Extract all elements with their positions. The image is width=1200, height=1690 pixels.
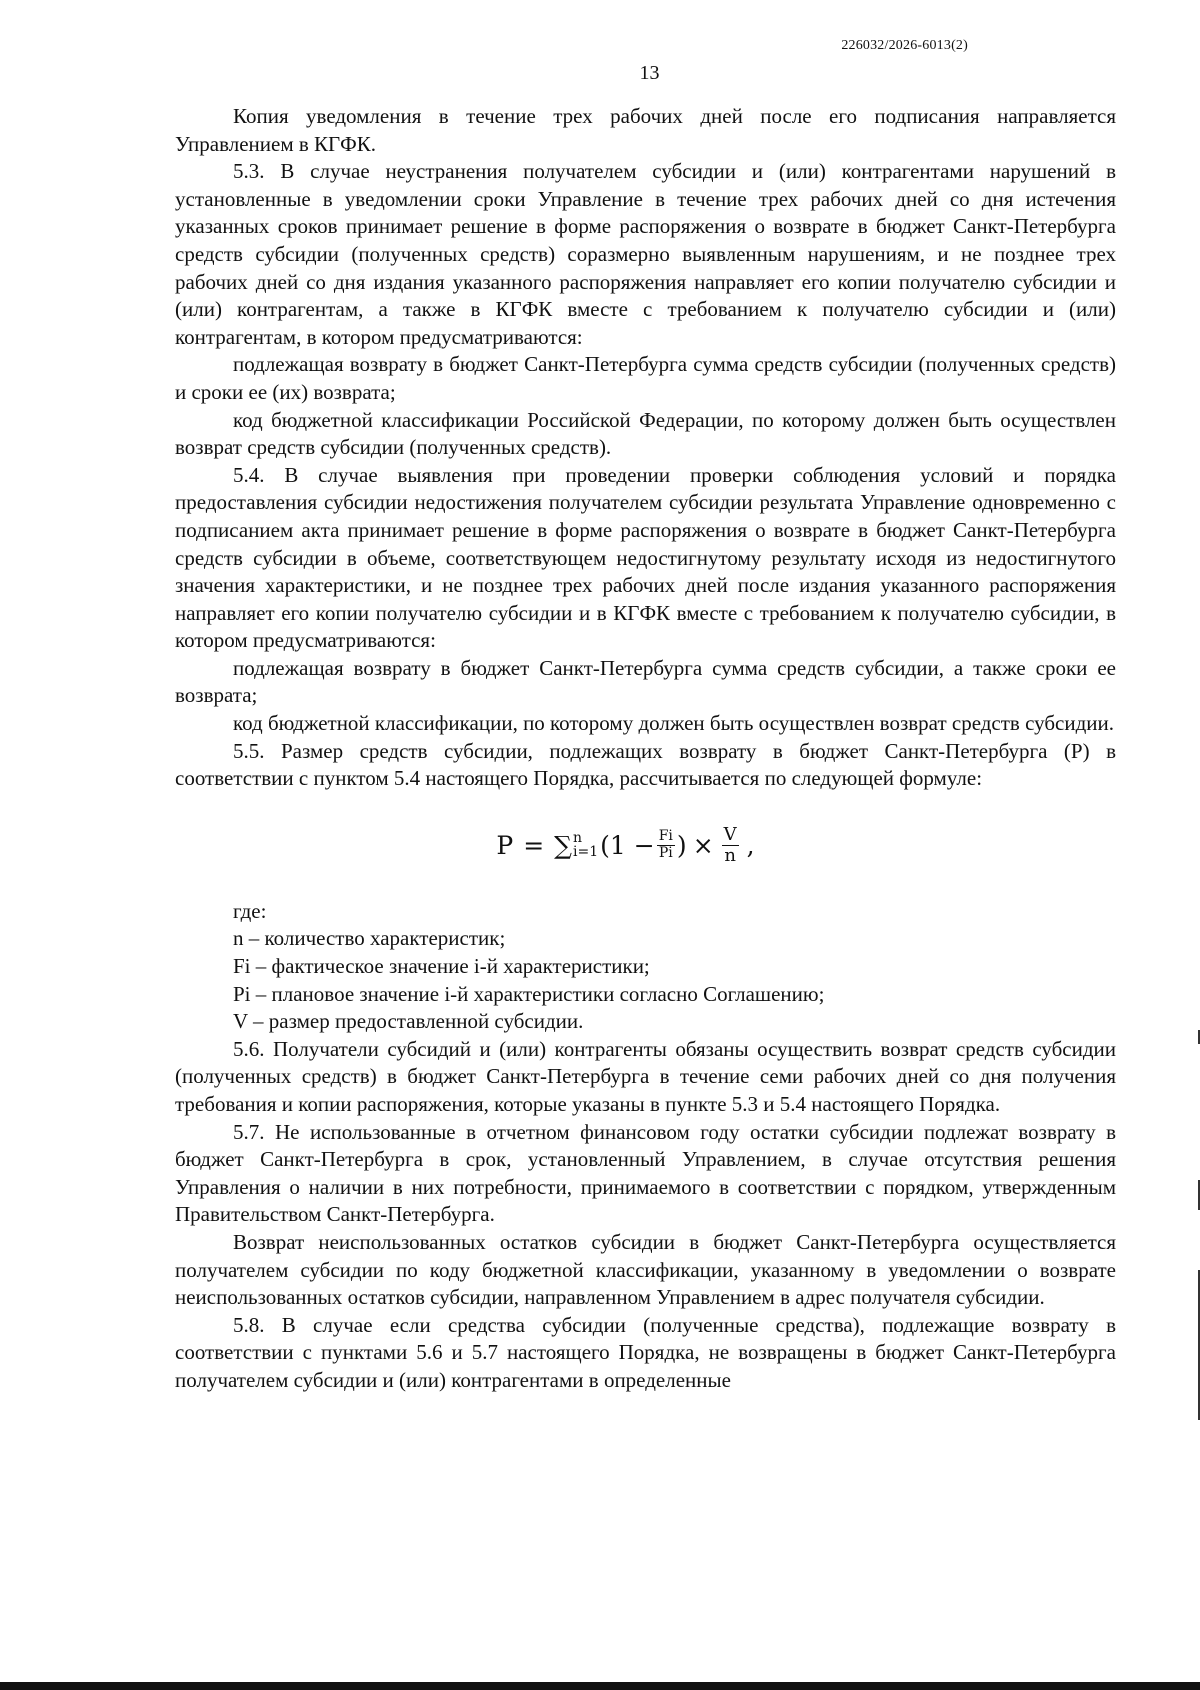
definition-intro: где: bbox=[233, 898, 267, 923]
formula-times: × bbox=[692, 830, 714, 860]
paragraph-notice-copy: Копия уведомления в течение трех рабочих дней после его подписания направляется Управлением в КГФК. bbox=[175, 104, 1116, 156]
scan-bottom-border bbox=[0, 1682, 1200, 1690]
refund-formula bbox=[175, 793, 1116, 898]
paragraph-5-3-amount: подлежащая возврату в бюджет Санкт-Петербурга сумма средств субсидии (полученных средств) и сроки ее (их) возврата; bbox=[175, 352, 1116, 404]
paragraph-5-3: 5.3. В случае неустранения получателем субсидии и (или) контрагентами нарушений в установленные в уведомлении сроки Управление в течение трех рабочих дней со дня истечения указанных сроков принимает решение в форме распоряжения о возврате в бюджет Санкт-Петербурга средств субсидии (полученных средств) соразмерно выявленным нарушениям, и не позднее трех рабочих дней со дня издания указанного распоряжения направляет его копии получателю субсидии и (или) контрагентам, а также в КГФК вместе с требованием к получателю субсидии и (или) контрагентам, в котором предусматриваются: bbox=[175, 159, 1116, 349]
formula-lhs: P bbox=[496, 830, 514, 860]
formula-sum-limits bbox=[573, 831, 598, 859]
formula-close: ) bbox=[676, 830, 687, 860]
formula-sum-sign: ∑ bbox=[554, 830, 573, 860]
paragraph-5-4: 5.4. В случае выявления при проведении проверки соблюдения условий и порядка предоставления субсидии недостижения получателем субсидии результата Управление одновременно с подписанием акта принимает решение в форме распоряжения о возврате в бюджет Санкт-Петербурга средств субсидии в объеме, соответствующем недостигнутому результату исходя из недостигнутого значения характеристики, и не позднее трех рабочих дней после издания указанного распоряжения направляет его копии получателю субсидии и в КГФК вместе с требованием к получателю субсидии, в котором предусматриваются: bbox=[175, 462, 1116, 653]
paragraph-5-6: 5.6. Получатели субсидий и (или) контрагенты обязаны осуществить возврат средств субсидии (полученных средств) в бюджет Санкт-Петербурга в течение семи рабочих дней со дня получения требования и копии распоряжения, которые указаны в пункте 5.3 и 5.4 настоящего Порядка. bbox=[175, 1036, 1116, 1116]
formula-equals: = bbox=[523, 830, 545, 860]
definition-n: n – количество характеристик; bbox=[233, 926, 506, 951]
formula-sum-upper: n bbox=[573, 830, 583, 847]
definition-v: V – размер предоставленной субсидии. bbox=[233, 1009, 584, 1034]
formula-tail: , bbox=[746, 830, 755, 860]
paragraph-5-4-amount: подлежащая возврату в бюджет Санкт-Петербурга сумма средств субсидии, а также сроки ее возврата; bbox=[175, 655, 1116, 708]
formula-open: (1 − bbox=[600, 830, 655, 860]
document-registration-number: 226032/2026-6013(2) bbox=[841, 38, 968, 53]
formula-frac2-numerator: V bbox=[723, 824, 737, 846]
formula-fraction-v-n bbox=[722, 825, 739, 866]
formula-sum-lower: i=1 bbox=[573, 844, 599, 861]
paragraph-5-7: 5.7. Не использованные в отчетном финансовом году остатки субсидии подлежат возврату в бюджет Санкт-Петербурга в срок, установленный Управлением, в случае отсутствия решения Управления о наличии в них потребности, принимаемого в соответствии с порядком, утвержденным Правительством Санкт-Петербурга. bbox=[175, 1119, 1116, 1227]
paragraph-5-7-return: Возврат неиспользованных остатков субсидии в бюджет Санкт-Петербурга осуществляется получателем субсидии по коду бюджетной классификации, указанному в уведомлении о возврате неиспользованных остатков субсидии, направленном Управлением в адрес получателя субсидии. bbox=[175, 1229, 1116, 1310]
formula-fraction-fi-pi bbox=[657, 829, 675, 861]
paragraph-5-3-code: код бюджетной классификации Российской Федерации, по которому должен быть осуществлен возврат средств субсидии (полученных средств). bbox=[175, 407, 1116, 460]
definition-fi: Fi – фактическое значение i-й характеристики; bbox=[233, 954, 650, 979]
formula-frac2-denominator: n bbox=[724, 844, 736, 866]
definition-pi: Pi – плановое значение i-й характеристики согласно Соглашению; bbox=[233, 981, 825, 1006]
formula-frac1-numerator: Fi bbox=[658, 828, 673, 845]
document-body bbox=[175, 103, 1116, 1395]
paragraph-5-8: 5.8. В случае если средства субсидии (полученные средства), подлежащие возврату в соответствии с пунктами 5.6 и 5.7 настоящего Порядка, не возвращены в бюджет Санкт-Петербурга получателем субсидии и (или) контрагентами в определенные bbox=[175, 1312, 1116, 1392]
formula-frac1-denominator: Pi bbox=[658, 844, 673, 861]
paragraph-5-4-code: код бюджетной классификации, по которому должен быть осуществлен возврат средств субсидии. bbox=[233, 711, 1115, 736]
paragraph-5-5: 5.5. Размер средств субсидии, подлежащих возврату в бюджет Санкт-Петербурга (Р) в соответствии с пунктом 5.4 настоящего Порядка, рассчитывается по следующей формуле: bbox=[175, 738, 1116, 791]
page-number: 13 bbox=[639, 62, 660, 84]
